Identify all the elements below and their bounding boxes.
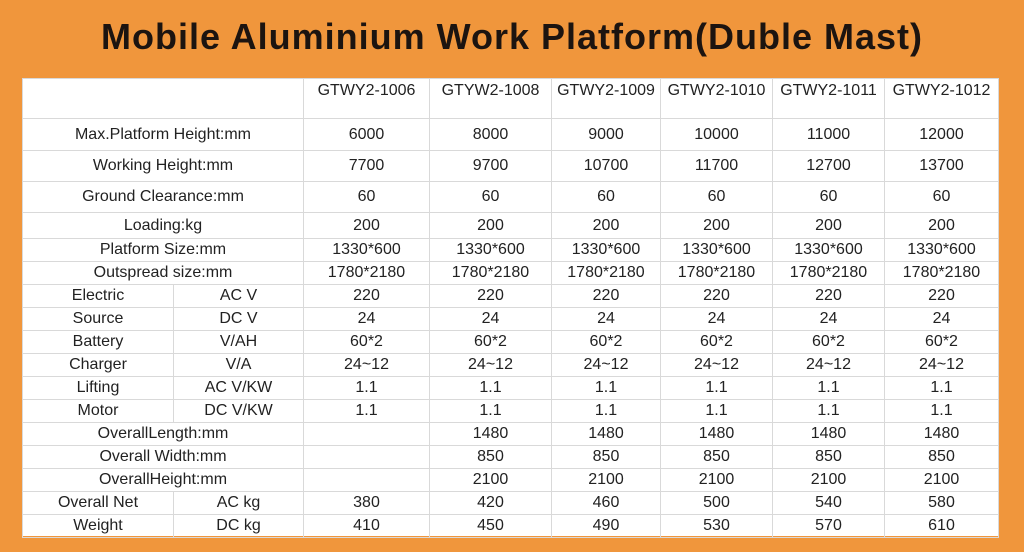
- table-row: [23, 239, 999, 262]
- table-row: [23, 262, 999, 285]
- cell: 60: [304, 182, 430, 213]
- cell: 1.1: [304, 400, 430, 423]
- cell: 850: [430, 446, 552, 469]
- row-label: Battery: [23, 331, 174, 354]
- cell: 1330*600: [430, 239, 552, 262]
- cell: 60: [773, 182, 885, 213]
- row-label: Platform Size:mm: [23, 239, 304, 262]
- cell: 220: [304, 285, 430, 308]
- table-header-row: [23, 79, 999, 119]
- cell: 1.1: [885, 377, 999, 400]
- table-row: [23, 151, 999, 182]
- row-label: Motor: [23, 400, 174, 423]
- cell: 1.1: [430, 377, 552, 400]
- cell: 60*2: [885, 331, 999, 354]
- cell: 460: [552, 492, 661, 515]
- row-label: Weight: [23, 515, 174, 538]
- cell: [304, 423, 430, 446]
- cell: 1.1: [552, 400, 661, 423]
- cell: 570: [773, 515, 885, 538]
- cell: 10700: [552, 151, 661, 182]
- cell: 1780*2180: [773, 262, 885, 285]
- table-row: [23, 423, 999, 446]
- cell: 60: [885, 182, 999, 213]
- cell: 60: [552, 182, 661, 213]
- cell: 1.1: [304, 377, 430, 400]
- cell: 1780*2180: [552, 262, 661, 285]
- cell: 24~12: [773, 354, 885, 377]
- cell: 420: [430, 492, 552, 515]
- cell: 1330*600: [773, 239, 885, 262]
- cell: 200: [773, 213, 885, 239]
- cell: 1480: [885, 423, 999, 446]
- cell: 580: [885, 492, 999, 515]
- cell: 11000: [773, 119, 885, 151]
- cell: 1330*600: [304, 239, 430, 262]
- cell: 1330*600: [552, 239, 661, 262]
- cell: 200: [304, 213, 430, 239]
- cell: 220: [661, 285, 773, 308]
- cell: 60*2: [661, 331, 773, 354]
- cell: 490: [552, 515, 661, 538]
- spec-table-sheet: [22, 78, 998, 536]
- cell: 60*2: [304, 331, 430, 354]
- cell: 1480: [552, 423, 661, 446]
- cell: 60: [661, 182, 773, 213]
- cell: 1.1: [430, 400, 552, 423]
- row-label: Max.Platform Height:mm: [23, 119, 304, 151]
- cell: 11700: [661, 151, 773, 182]
- header-corner-cell: [23, 79, 304, 119]
- cell: 1330*600: [885, 239, 999, 262]
- cell: 60*2: [552, 331, 661, 354]
- page-title: Mobile Aluminium Work Platform(Duble Mast): [100, 16, 924, 57]
- table-row: [23, 182, 999, 213]
- spec-table: [22, 78, 999, 538]
- row-label: Loading:kg: [23, 213, 304, 239]
- cell: [304, 446, 430, 469]
- model-header: GTWY2-1010: [661, 79, 773, 119]
- cell: 24: [430, 308, 552, 331]
- row-label: Ground Clearance:mm: [23, 182, 304, 213]
- table-row: [23, 354, 999, 377]
- row-label: Overall Net: [23, 492, 174, 515]
- cell: 8000: [430, 119, 552, 151]
- cell: 850: [773, 446, 885, 469]
- cell: 24~12: [430, 354, 552, 377]
- cell: 540: [773, 492, 885, 515]
- row-unit: V/A: [174, 354, 304, 377]
- cell: 24: [304, 308, 430, 331]
- table-row: [23, 308, 999, 331]
- cell: 1.1: [661, 400, 773, 423]
- row-unit: AC V/KW: [174, 377, 304, 400]
- table-row: [23, 285, 999, 308]
- cell: 10000: [661, 119, 773, 151]
- row-unit: DC V/KW: [174, 400, 304, 423]
- cell: 2100: [430, 469, 552, 492]
- cell: 850: [552, 446, 661, 469]
- cell: 24~12: [885, 354, 999, 377]
- cell: 9700: [430, 151, 552, 182]
- row-label: Lifting: [23, 377, 174, 400]
- cell: 380: [304, 492, 430, 515]
- table-row: [23, 515, 999, 538]
- row-unit: DC kg: [174, 515, 304, 538]
- cell: 24: [661, 308, 773, 331]
- row-unit: AC kg: [174, 492, 304, 515]
- cell: 200: [552, 213, 661, 239]
- cell: 24: [885, 308, 999, 331]
- model-header: GTWY2-1011: [773, 79, 885, 119]
- table-row: [23, 469, 999, 492]
- cell: 24~12: [304, 354, 430, 377]
- cell: 220: [773, 285, 885, 308]
- row-unit: V/AH: [174, 331, 304, 354]
- row-label: Source: [23, 308, 174, 331]
- row-unit: DC V: [174, 308, 304, 331]
- row-label: Overall Width:mm: [23, 446, 304, 469]
- cell: 1480: [661, 423, 773, 446]
- cell: 1330*600: [661, 239, 773, 262]
- row-label: Electric: [23, 285, 174, 308]
- cell: 850: [885, 446, 999, 469]
- cell: 2100: [773, 469, 885, 492]
- model-header: GTWY2-1009: [552, 79, 661, 119]
- row-label: OverallLength:mm: [23, 423, 304, 446]
- cell: 200: [430, 213, 552, 239]
- cell: 500: [661, 492, 773, 515]
- table-row: [23, 400, 999, 423]
- cell: 24~12: [552, 354, 661, 377]
- cell: 1480: [773, 423, 885, 446]
- cell: 60*2: [773, 331, 885, 354]
- cell: 220: [885, 285, 999, 308]
- cell: 2100: [885, 469, 999, 492]
- cell: 610: [885, 515, 999, 538]
- cell: 12700: [773, 151, 885, 182]
- cell: [304, 469, 430, 492]
- cell: 200: [885, 213, 999, 239]
- row-label: Outspread size:mm: [23, 262, 304, 285]
- row-label: Charger: [23, 354, 174, 377]
- cell: 450: [430, 515, 552, 538]
- cell: 6000: [304, 119, 430, 151]
- table-row: [23, 492, 999, 515]
- table-row: [23, 331, 999, 354]
- cell: 1.1: [552, 377, 661, 400]
- cell: 60: [430, 182, 552, 213]
- cell: 220: [430, 285, 552, 308]
- cell: 1780*2180: [661, 262, 773, 285]
- cell: 2100: [661, 469, 773, 492]
- cell: 24~12: [661, 354, 773, 377]
- cell: 200: [661, 213, 773, 239]
- cell: 530: [661, 515, 773, 538]
- table-row: [23, 119, 999, 151]
- cell: 1.1: [885, 400, 999, 423]
- row-unit: AC V: [174, 285, 304, 308]
- cell: 9000: [552, 119, 661, 151]
- cell: 7700: [304, 151, 430, 182]
- cell: 410: [304, 515, 430, 538]
- cell: 1.1: [773, 377, 885, 400]
- cell: 1480: [430, 423, 552, 446]
- cell: 13700: [885, 151, 999, 182]
- row-label: Working Height:mm: [23, 151, 304, 182]
- row-label: OverallHeight:mm: [23, 469, 304, 492]
- cell: 220: [552, 285, 661, 308]
- table-row: [23, 377, 999, 400]
- cell: 1.1: [773, 400, 885, 423]
- model-header: GTYW2-1008: [430, 79, 552, 119]
- cell: 1780*2180: [885, 262, 999, 285]
- cell: 60*2: [430, 331, 552, 354]
- cell: 1780*2180: [304, 262, 430, 285]
- cell: 1.1: [661, 377, 773, 400]
- cell: 12000: [885, 119, 999, 151]
- model-header: GTWY2-1012: [885, 79, 999, 119]
- cell: 24: [552, 308, 661, 331]
- cell: 1780*2180: [430, 262, 552, 285]
- cell: 850: [661, 446, 773, 469]
- table-row: [23, 446, 999, 469]
- cell: 24: [773, 308, 885, 331]
- model-header: GTWY2-1006: [304, 79, 430, 119]
- table-row: [23, 213, 999, 239]
- cell: 2100: [552, 469, 661, 492]
